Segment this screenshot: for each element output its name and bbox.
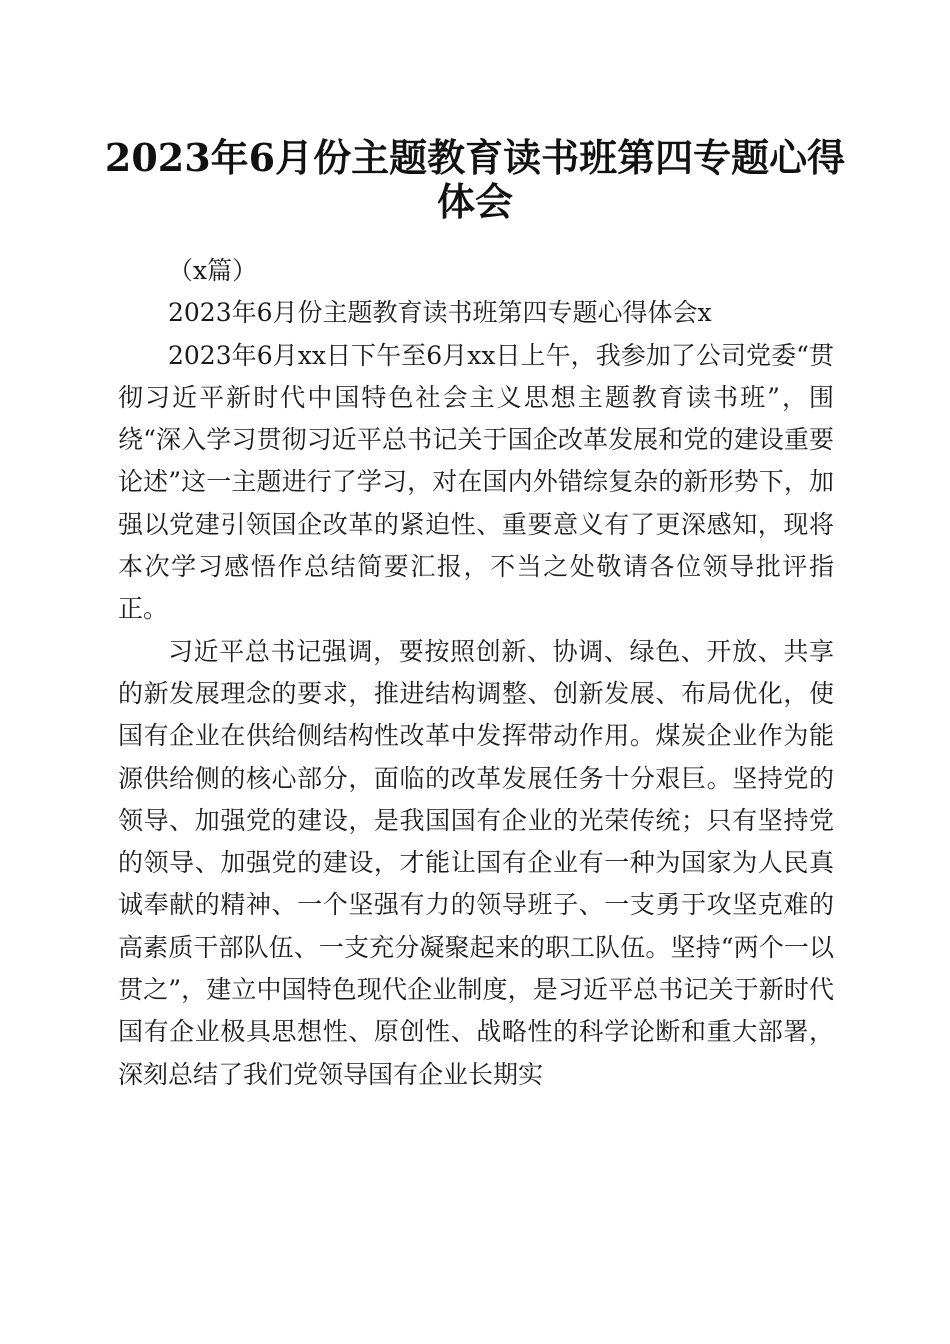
paragraph-main: 习近平总书记强调，要按照创新、协调、绿色、开放、共享的新发展理念的要求，推进结构调整、创新发展、布局优化，使国有企业在供给侧结构性改革中发挥带动作用。煤炭企业作为能源供给侧的核心部分，面临的改革发展任务十分艰巨。坚持党的领导、加强党的建设，是我国国有企业的光荣传统；只有坚持党的领导、加强党的建设，才能让国有企业有一种为国家为人民真诚奉献的精神、一个坚强有力的领导班子、一支勇于攻坚克难的高素质干部队伍、一支充分凝聚起来的职工队伍。坚持“两个一以贯之”，建立中国特色现代企业制度，是习近平总书记关于新时代国有企业极具思想性、原创性、战略性的科学论断和重大部署，深刻总结了我们党领导国有企业长期实 — [118, 636, 834, 1089]
paragraph-part-count: （x篇） — [168, 256, 258, 285]
document-title: 2023年6月份主题教育读书班第四专题心得体会 — [104, 135, 846, 224]
document-body — [118, 250, 834, 1096]
paragraph-subtitle: 2023年6月份主题教育读书班第四专题心得体会x — [168, 298, 712, 328]
paragraph-intro: 2023年6月xx日下午至6月xx日上午，我参加了公司党委“贯彻习近平新时代中国特色社会主义思想主题教育读书班”，围绕“深入学习贯彻习近平总书记关于国企改革发展和党的建设重要论述”这一主题进行了学习，对在国内外错综复杂的新形势下，加强以党建引领国企改革的紧迫性、重要意义有了更深感知，现将本次学习感悟作总结简要汇报，不当之处敬请各位领导批评指正。 — [118, 340, 834, 624]
